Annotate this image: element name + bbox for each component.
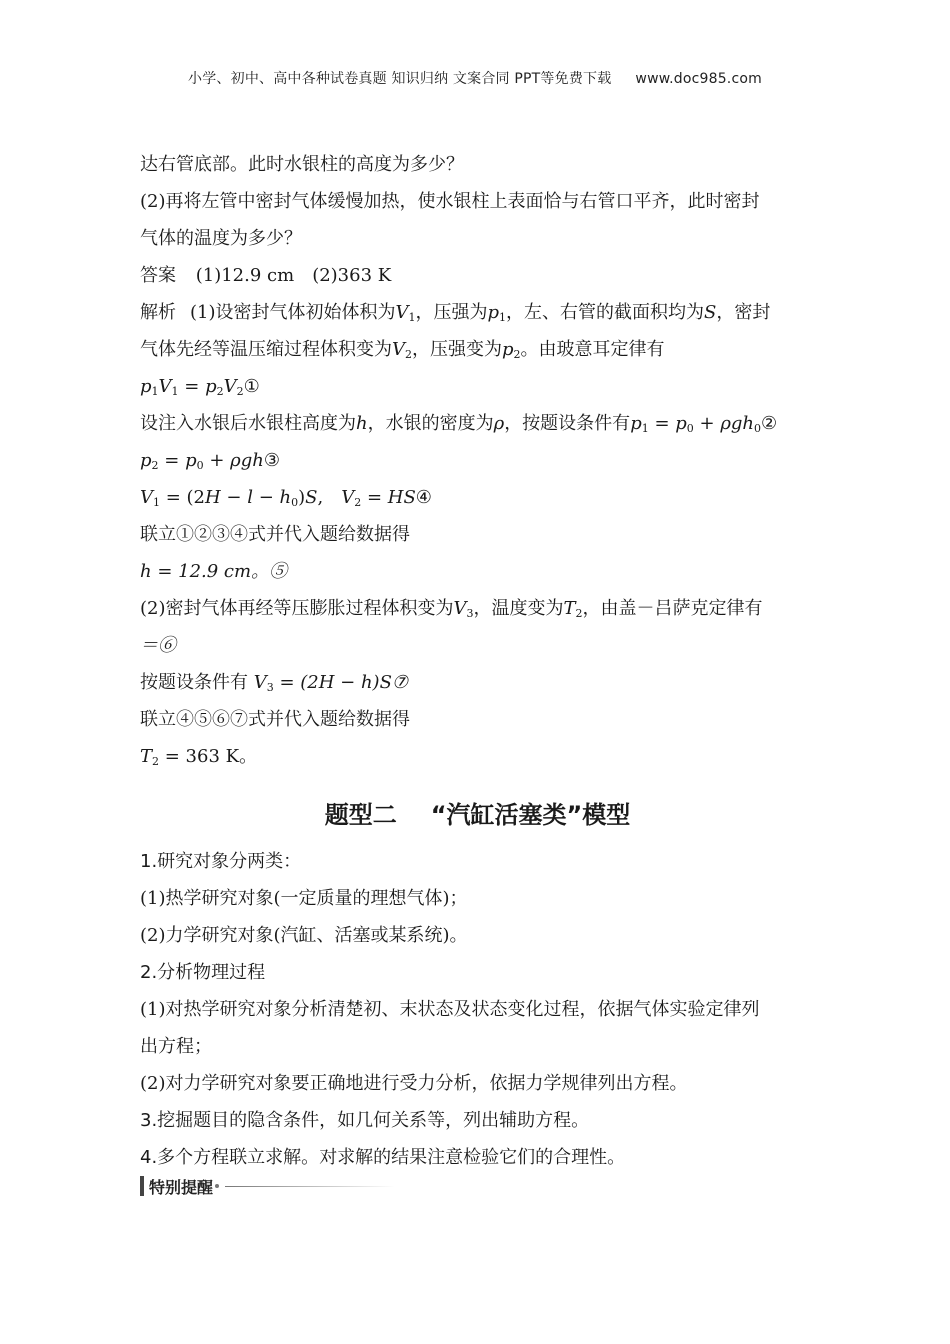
special-reminder-banner xyxy=(140,1174,395,1198)
result-line: h = 12.9 cm。⑤ xyxy=(140,561,288,582)
answer-label: 答案 xyxy=(140,265,176,286)
analysis-line: 解析 (1)设密封气体初始体积为$V_1$，压强为$p_1$，左、右管的截面积均为S，密封 xyxy=(140,302,771,324)
text-line: 达右管底部。此时水银柱的高度为多少？ xyxy=(140,154,464,175)
header-text: 小学、初中、高中各种试卷真题 知识归纳 文案合同 PPT等免费下载 xyxy=(188,71,612,87)
banner-dot xyxy=(215,1184,219,1188)
text-line: (2)再将左管中密封气体缓慢加热，使水银柱上表面恰与右管口平齐，此时密封 xyxy=(140,191,760,212)
special-reminder-label: 特别提醒 xyxy=(149,1177,214,1197)
answer-value-2: (2)363 K xyxy=(312,265,392,286)
equation-4: $V_1 = (2H - l - h_0)S$, $V_2$ = HS④ xyxy=(140,487,432,509)
text-line: 设注入水银后水银柱高度为h，水银的密度为ρ，按题设条件有$p_1 = p_0$ + ρgh$_0$② xyxy=(140,413,778,435)
answer-line xyxy=(140,257,815,294)
text-line: 气体的温度为多少？ xyxy=(140,228,302,249)
list-item: 1.研究对象分两类： xyxy=(140,851,302,872)
list-item: (2)力学研究对象(汽缸、活塞或某系统)。 xyxy=(140,925,468,946)
list-item: 4.多个方程联立求解。对求解的结果注意检验它们的合理性。 xyxy=(140,1147,626,1168)
list-item: (1)对热学研究对象分析清楚初、末状态及状态变化过程，依据气体实验定律列 xyxy=(140,999,760,1020)
list-item: (2)对力学研究对象要正确地进行受力分析，依据力学规律列出方程。 xyxy=(140,1073,688,1094)
answer-value-1: (1)12.9 cm xyxy=(195,265,295,286)
banner-rule xyxy=(225,1186,395,1187)
text-line: 气体先经等温压缩过程体积变为$V_2$，压强变为$p_2$。由玻意耳定律有 xyxy=(140,339,665,361)
text-line: (2)密封气体再经等压膨胀过程体积变为$V_3$，温度变为$T_2$，由盖－吕萨克定律有 xyxy=(140,598,763,620)
list-item: 2.分析物理过程 xyxy=(140,962,266,983)
equation-6: ＝⑥ xyxy=(140,635,176,656)
result-line: $T_2 = 363$ K。 xyxy=(140,746,258,768)
document-body xyxy=(140,146,815,1176)
equation-1: $p_1V_1$ = $p_2V_2①$ xyxy=(140,376,260,398)
page-header xyxy=(0,68,950,88)
list-item: 出方程； xyxy=(140,1036,212,1057)
analysis-label: 解析 xyxy=(140,302,176,323)
text-line: 按题设条件有 $V_3 = (2H$ − h)S⑦ xyxy=(140,672,409,694)
text-line: 联立④⑤⑥⑦式并代入题给数据得 xyxy=(140,709,410,730)
section-title: 题型二 “汽缸活塞类”模型 xyxy=(324,801,631,829)
equation-3: $p_2 = p_0$ + ρgh③ xyxy=(140,450,280,472)
text-line: 联立①②③④式并代入题给数据得 xyxy=(140,524,410,545)
list-item: 3.挖掘题目的隐含条件，如几何关系等，列出辅助方程。 xyxy=(140,1110,590,1131)
header-site-link[interactable]: www.doc985.com xyxy=(635,71,762,87)
list-item: (1)热学研究对象(一定质量的理想气体)； xyxy=(140,888,468,909)
banner-bar xyxy=(140,1176,144,1196)
